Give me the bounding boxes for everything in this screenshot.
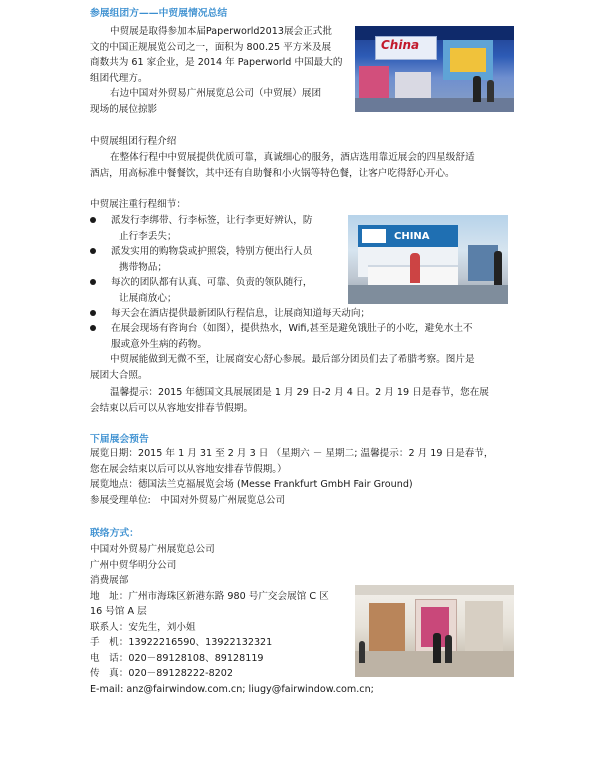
text-line: 每天会在酒店提供最新团队行程信息，让展商知道每天动向； <box>111 308 371 319</box>
address-line: 16 号馆 A 层 <box>90 606 147 617</box>
itinerary-title: 中贸展组团行程介绍 <box>90 136 177 147</box>
consultation-desk-photo <box>348 215 508 304</box>
text-line: 每次的团队都有认真、可靠、负责的领队随行， <box>111 277 313 288</box>
booth-sign-text: China <box>381 38 420 52</box>
text-line: 温馨提示：2015 年德国文具展展团是 1 月 29 日-2 月 4 日。2 月 19 日是春节，您在展 <box>110 387 489 398</box>
bullet-dot <box>90 310 96 316</box>
text-line: 商数共为 61 家企业，是 2014 年 Paperworld 中国最大的 <box>90 57 343 68</box>
text-line: 服或意外生病的药物。 <box>111 338 207 350</box>
email-line: E-mail: anz@fairwindow.com.cn; liugy@fairwindow.com.cn; <box>90 683 374 695</box>
text-line: 中贸展是取得参加本届Paperworld2013展会正式批 <box>110 26 332 37</box>
fax-line: 传 真：020－89128222-8202 <box>90 668 233 679</box>
mobile-line: 手 机：13922216590、13922132321 <box>90 637 273 648</box>
text-line: 酒店，用高标准中餐餐饮，其中还有自助餐和小火锅等特色餐，让客户吃得舒心开心。 <box>90 167 455 179</box>
text-line: 展览日期：2015 年 1 月 31 至 2 月 3 日 （星期六 － 星期二; 温馨提示：2 月 19 日是春节， <box>90 448 494 459</box>
section-heading-organizer: 参展组团方——中贸展情况总结 <box>90 8 228 19</box>
bullet-dot <box>90 248 96 254</box>
text-line: 会结束以后可以从容地安排春节假期。 <box>90 402 254 414</box>
text-line: 止行李丢失； <box>119 230 177 242</box>
text-line: 消费展部 <box>90 575 129 586</box>
text-line: 组团代理方。 <box>90 72 148 84</box>
exhibition-hall-photo <box>355 585 514 677</box>
contact-person: 联系人：安先生，刘小姐 <box>90 621 196 633</box>
details-title: 中贸展注重行程细节： <box>90 199 186 210</box>
text-line: 现场的展位掠影 <box>90 103 158 115</box>
next-fair-info <box>90 446 520 508</box>
bullet-dot <box>90 325 96 331</box>
text-line: 展团大合照。 <box>90 369 148 381</box>
closing-paragraph <box>90 352 520 383</box>
bullet-dot <box>90 217 96 223</box>
reminder-paragraph <box>90 385 520 416</box>
text-line: 让展商放心； <box>119 292 177 304</box>
address-line: 地 址：广州市海珠区新港东路 980 号广交会展馆 C 区 <box>90 590 329 602</box>
booth-sign-text: CHINA <box>394 231 430 242</box>
text-line: 右边中国对外贸易广州展览总公司（中贸展）展团 <box>110 88 322 99</box>
text-line: 展览地点：德国法兰克福展览会场 (Messe Frankfurt GmbH Fair Ground) <box>90 479 413 490</box>
text-line: 在展会现场有咨询台（如图），提供热水，Wifi,甚至是避免饿肚子的小吃，避免水土不 <box>111 323 473 334</box>
organizer-summary-paragraph <box>90 24 352 117</box>
text-line: 在整体行程中中贸展提供优质可靠，真诚细心的服务，酒店选用靠近展会的四星级舒适 <box>110 152 475 163</box>
section-heading-contact: 联络方式： <box>90 528 139 539</box>
text-line: 中贸展能做到无微不至，让展商安心舒心参展。最后部分团员们去了希腊考察。图片是 <box>110 354 475 365</box>
text-line: 派发行李绑带、行李标签，让行李更好辨认，防 <box>111 215 313 226</box>
itinerary-paragraph <box>90 150 520 181</box>
text-line: 文的中国正规展览公司之一，面积为 800.25 平方米及展 <box>90 41 332 53</box>
booth-photo <box>355 26 514 112</box>
phone-line: 电 话：020－89128108、89128119 <box>90 652 264 664</box>
text-line: 您在展会结束以后可以从容地安排春节假期。） <box>90 463 287 475</box>
text-line: 携带物品； <box>119 261 167 273</box>
text-line: 广州中贸华明分公司 <box>90 559 177 571</box>
text-line: 派发实用的购物袋或护照袋，特别方便出行人员 <box>111 246 313 257</box>
section-heading-next-fair: 下届展会预告 <box>90 434 149 445</box>
bullet-dot <box>90 279 96 285</box>
text-line: 中国对外贸易广州展览总公司 <box>90 544 215 555</box>
text-line: 参展受理单位: 中国对外贸易广州展览总公司 <box>90 494 286 506</box>
